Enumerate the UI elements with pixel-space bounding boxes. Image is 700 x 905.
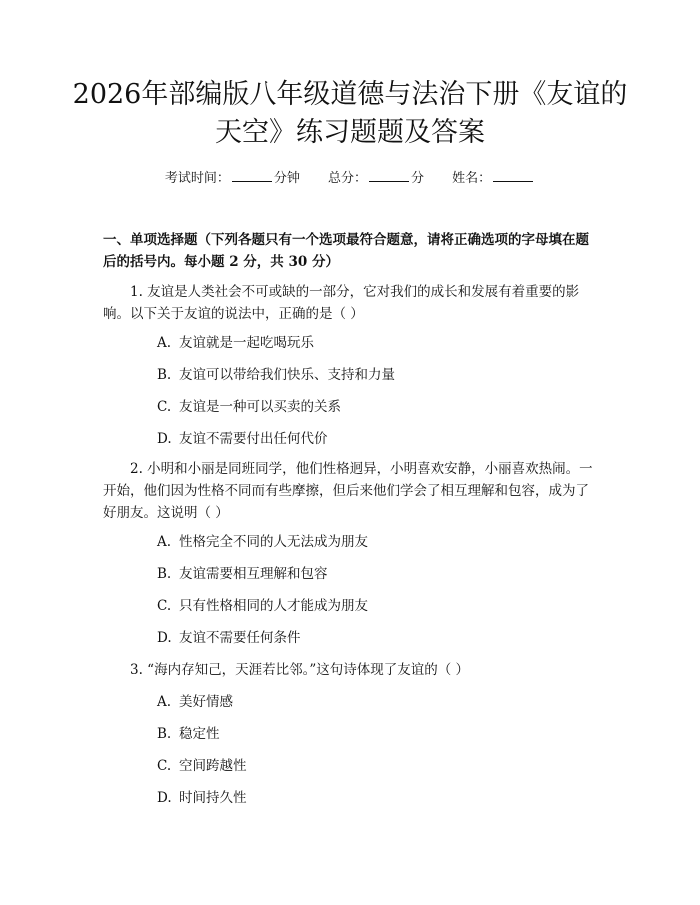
document-title: 2026年部编版八年级道德与法治下册《友谊的天空》练习题题及答案 <box>72 79 628 148</box>
question-1: 1. 友谊是人类社会不可或缺的一部分，它对我们的成长和发展有着重要的影响。以下关于友谊的说法中，正确的是（ ） <box>103 284 580 322</box>
option-letter: C. <box>157 598 172 614</box>
exam-time-unit: 分钟 <box>273 171 300 186</box>
q1-option-a <box>157 333 314 353</box>
option-text: 友谊不需要任何条件 <box>179 630 301 646</box>
student-name-label: 姓名： <box>452 171 492 186</box>
q2-option-b <box>157 564 328 584</box>
option-letter: A. <box>157 694 172 710</box>
option-letter: A. <box>157 534 172 550</box>
student-name-blank <box>493 168 533 182</box>
q3-option-a <box>157 692 233 712</box>
option-text: 时间持久性 <box>179 790 247 806</box>
q2-option-a <box>157 532 368 552</box>
option-letter: B. <box>157 566 172 582</box>
question-2: 2. 小明和小丽是同班同学，他们性格迥异，小明喜欢安静，小丽喜欢热闹。一开始，他们因为性格不同而有些摩擦，但后来他们学会了相互理解和包容，成为了好朋友。这说明（ ） <box>103 461 593 521</box>
q3-option-b <box>157 724 220 744</box>
option-letter: C. <box>157 399 172 415</box>
question-3: 3. “海内存知己，天涯若比邻。”这句诗体现了友谊的（ ） <box>130 662 470 678</box>
student-name <box>452 168 535 189</box>
exam-time-label: 考试时间： <box>164 171 230 186</box>
option-text: 友谊可以带给我们快乐、支持和力量 <box>179 367 395 383</box>
option-text: 美好情感 <box>179 694 233 710</box>
q2-option-c <box>157 596 368 616</box>
option-text: 友谊需要相互理解和包容 <box>179 566 328 582</box>
option-letter: B. <box>157 726 172 742</box>
total-score-blank <box>369 168 409 182</box>
option-text: 只有性格相同的人才能成为朋友 <box>179 598 368 614</box>
q1-option-b <box>157 365 395 385</box>
option-text: 稳定性 <box>179 726 220 742</box>
section-heading: 一、单项选择题（下列各题只有一个选项最符合题意，请将正确选项的字母填在题后的括号内。每小题 2 分，共 30 分） <box>103 232 589 270</box>
q1-option-c <box>157 397 341 417</box>
total-score <box>328 168 424 189</box>
option-letter: C. <box>157 758 172 774</box>
option-text: 友谊是一种可以买卖的关系 <box>179 399 341 415</box>
exam-time <box>165 168 300 189</box>
option-text: 空间跨越性 <box>179 758 247 774</box>
option-letter: D. <box>157 630 172 646</box>
total-score-label: 总分： <box>327 171 367 186</box>
q2-option-d <box>157 628 301 648</box>
option-text: 友谊不需要付出任何代价 <box>179 431 328 447</box>
q3-option-d <box>157 788 247 808</box>
exam-info <box>0 168 700 189</box>
option-letter: A. <box>157 335 172 351</box>
q1-option-d <box>157 429 328 449</box>
option-letter: B. <box>157 367 172 383</box>
option-letter: D. <box>157 790 172 806</box>
q3-option-c <box>157 756 247 776</box>
option-letter: D. <box>157 431 172 447</box>
option-text: 友谊就是一起吃喝玩乐 <box>179 335 314 351</box>
total-score-unit: 分 <box>411 171 425 186</box>
option-text: 性格完全不同的人无法成为朋友 <box>179 534 368 550</box>
exam-time-blank <box>232 168 272 182</box>
